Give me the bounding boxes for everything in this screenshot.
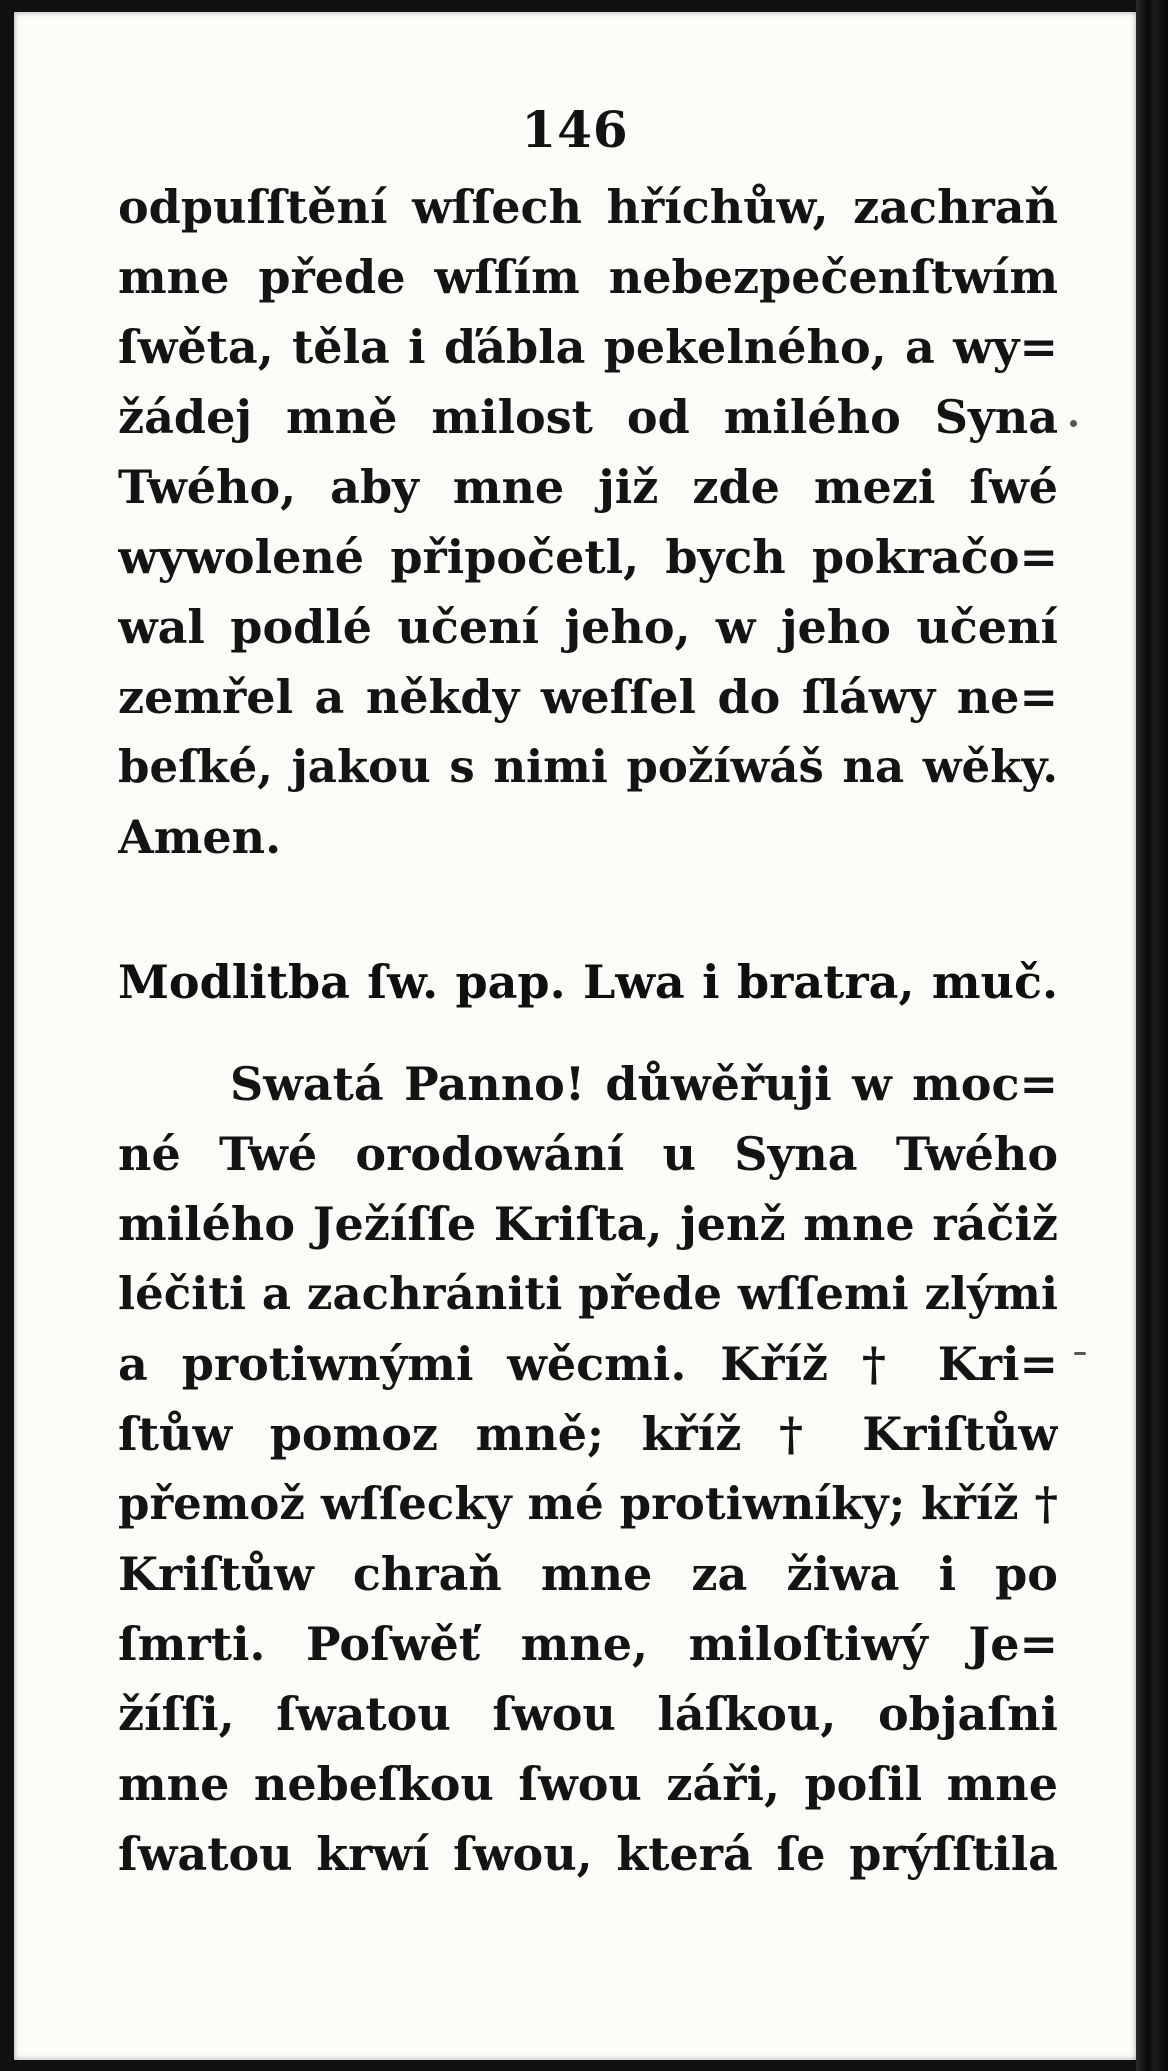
text-line: žíſſi, ſwatou ſwou láſkou, objaſni bbox=[118, 1687, 1058, 1741]
text-line: wywolené připočetl, bych pokračo= bbox=[118, 530, 1058, 584]
print-speck bbox=[1070, 420, 1077, 427]
prayer-heading: Modlitba ſw. pap. Lwa i bratra, muč. bbox=[118, 955, 1058, 1009]
text-line: né Twé orodowání u Syna Twého bbox=[118, 1127, 1058, 1181]
text-line: ſmrti. Poſwěť mne, miloſtiwý Je= bbox=[118, 1617, 1058, 1671]
text-line: milého Ježíſſe Kriſta, jenž mne ráčiž bbox=[118, 1197, 1058, 1251]
text-line: Amen. bbox=[118, 810, 282, 864]
text-line: léčiti a zachrániti přede wſſemi zlými bbox=[118, 1267, 1058, 1320]
text-line: Swatá Panno! důwěřuji w moc= bbox=[230, 1057, 1058, 1111]
book-page bbox=[14, 12, 1136, 2060]
text-line: Kriſtůw chraň mne za žiwa i po bbox=[118, 1547, 1058, 1601]
text-line: žádej mně milost od milého Syna bbox=[118, 390, 1058, 444]
text-line: Twého, aby mne již zde mezi ſwé bbox=[118, 460, 1058, 514]
print-speck bbox=[1074, 1352, 1086, 1355]
text-line: ſtůw pomoz mně; kříž † Kriſtůw bbox=[118, 1407, 1058, 1461]
page-edge-shadow bbox=[1136, 0, 1168, 2071]
text-line: mne nebeſkou ſwou záři, poſil mne bbox=[118, 1757, 1058, 1811]
text-line: ſwatou krwí ſwou, která ſe prýſſtila bbox=[118, 1827, 1058, 1881]
text-line: wal podlé učení jeho, w jeho učení bbox=[118, 600, 1058, 654]
text-line: mne přede wſſím nebezpečenſtwím bbox=[118, 250, 1058, 304]
page-number: 146 bbox=[521, 100, 629, 159]
text-line: beſké, jakou s nimi požíwáš na wěky. bbox=[118, 740, 1058, 793]
text-line: odpuſſtění wſſech hříchůw, zachraň bbox=[118, 180, 1058, 234]
text-line: ſwěta, těla i ďábla pekelného, a wy= bbox=[118, 320, 1058, 374]
text-line: přemož wſſecky mé protiwníky; kříž † bbox=[118, 1477, 1058, 1530]
text-line: zemřel a někdy weſſel do ſláwy ne= bbox=[118, 670, 1058, 724]
text-line: a protiwnými wěcmi. Kříž † Kri= bbox=[118, 1337, 1058, 1391]
